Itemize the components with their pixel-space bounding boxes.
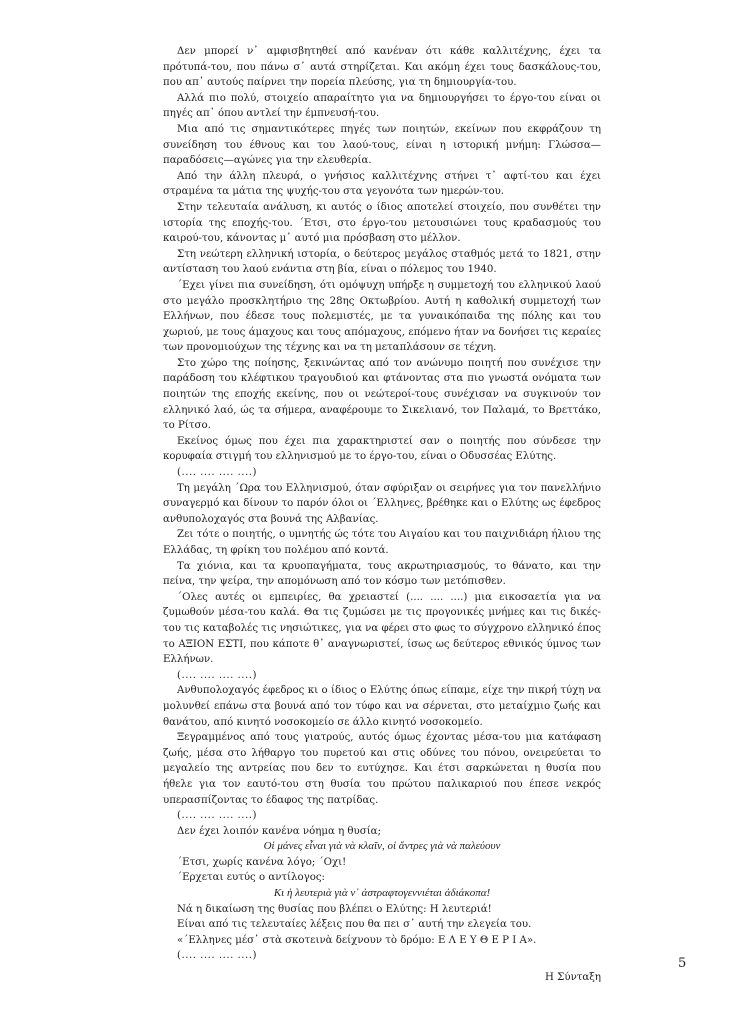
paragraph: Στην τελευταία ανάλυση, κι αυτός ο ίδιος αποτελεί στοιχείο, που συνθέτει την ιστορία της εποχής-του. ΄Ετσι, στο έργο-του μετουσιώνει τους κραδασμούς του καιρού-του, κάνοντας μ᾿ αυτό μια πρόσβαση στο μέλλον. [163, 201, 601, 245]
paragraph: Τα χιόνια, και τα κρυοπαγήματα, τους ακρωτηριασμούς, το θάνατο, και την πείνα, την ψείρα, την απομόνωση από τον κόσμο των μετόπισθεν. [163, 560, 601, 588]
paragraph: Μια από τις σημαντικότερες πηγές των ποιητών, εκείνων που εκφράζουν τη συνείδηση του έθνους και του λαού-τους, είναι η ιστορική μνήμη: Γλώσσα—παραδόσεις—αγώνες για την ελευθερία. [163, 123, 601, 167]
closing-line: Νά η δικαίωση της θυσίας που βλέπει ο Ελύτης: Η λευτεριά! [177, 903, 492, 915]
paragraph: Δεν μπορεί ν᾿ αμφισβητηθεί από κανέναν ότι κάθε καλλιτέχνης, έχει τα πρότυπά-του, που πάνω σ᾿ αυτά στηρίζεται. Και ακόμη έχει τους δασκάλους-του, που απ᾿ αυτούς παίρνει την πορεία πλεύσης, για τη δημιουργία-του. [163, 46, 601, 89]
ellipsis: (.... .... .... ....) [177, 950, 257, 962]
paragraph: Από την άλλη πλευρά, ο γνήσιος καλλιτέχνης στήνει τ᾿ αφτί-του και έχει στραμένα τα μάτια της ψυχής-του στα γεγονότα των ημερών-του. [163, 170, 601, 198]
page-number: 5 [678, 956, 687, 971]
poem-quote: Οἱ μάνες εἶναι γιὰ νὰ κλαῖν, οἱ ἄντρες γιὰ νὰ παλεύουν [263, 840, 501, 853]
ellipsis: (.... .... .... ....) [177, 467, 257, 479]
ellipsis: (.... .... .... ....) [177, 669, 257, 681]
closing-quote: «΄Ελληνες μέσ᾿ στὰ σκοτεινὰ δείχνουν τὸ δρόμο: Ε Λ Ε Υ Θ Ε Ρ Ι Α». [177, 934, 537, 946]
paragraph: Ζει τότε ο ποιητής, ο υμνητής ώς τότε του Αιγαίου και του παιχνιδιάρη ήλιου της Ελλάδας, τη φρίκη του πολέμου από κοντά. [163, 529, 601, 556]
closing-line: Είναι από τις τελευταίες λέξεις που θα πει σ᾿ αυτή την ελεγεία του. [177, 919, 532, 931]
article-body [163, 44, 601, 986]
paragraph: ΄Εχει γίνει πια συνείδηση, ότι ομόψυχη υπήρξε η συμμετοχή του ελληνικού λαού στο μεγάλο προσκλητήριο της 28ης Οκτωβρίου. Αυτή η καθολική συμμετοχή των Ελλήνων, που έδεσε τους πολεμιστές, με τα γυναικόπαιδα της πόλης και του χωριού, με τους άμαχους και τους απόμαχους, επόμενο ήταν να δονήσει τις κεραίες των προνομιούχων της τέχνης και να τη μεταπλάσουν σε τέχνη. [163, 279, 601, 354]
closing-line: ΄Ετσι, χωρίς κανένα λόγο; ΄Οχι! [177, 856, 347, 868]
ellipsis: (.... .... .... ....) [177, 810, 257, 822]
paragraph: Ανθυπολοχαγός έφεδρος κι ο ίδιος ο Ελύτης όπως είπαμε, είχε την πικρή τύχη να μολυνθεί επάνω στα βουνά από τον τύφο και να σέρνεται, στο μεταίχμιο ζωής και θανάτου, από κινητό νοσοκομείο σε άλλο κινητό νοσοκομείο. [163, 685, 601, 728]
paragraph: ΄Ολες αυτές οι εμπειρίες, θα χρειαστεί (.... .... ....) μια εικοσαετία για να ζυμωθούν μέσα-του καλά. Θα τις ζυμώσει με τις προγονικές μνήμες και τις δικές-του τις καταβολές τις νησιώτικες, για να φέρει στο φως το σύγχρονο ελληνικό έπος το ΑΞΙΟΝ ΕΣΤΙ, που κάποτε θ᾿ αναγνωριστεί, ίσως ως δεύτερος εθνικός ύμνος των Ελλήνων. [163, 591, 601, 666]
paragraph: Αλλά πιο πολύ, στοιχείο απαραίτητο για να δημιουργήσει το έργο-του είναι οι πηγές απ᾿ όπου αντλεί την έμπνευσή-του. [163, 92, 601, 120]
closing-line: ΄Ερχεται ευτύς ο αντίλογος: [177, 872, 325, 884]
signature: Η Σύνταξη [545, 972, 601, 984]
paragraph: Στο χώρο της ποίησης, ξεκινώντας από τον ανώνυμο ποιητή που συνέχισε την παράδοση του κλέφτικου τραγουδιού και φτάνοντας στα πιο γνωστά ονόματα των ποιητών της εποχής εκείνης, που οι νεώτεροί-τους συνέχισαν να συγκινούν τον ελληνικό λαό, ώς τα σήμερα, αναφέρουμε το Σικελιανό, τον Παλαμά, το Βρεττάκο, το Ρίτσο. [163, 357, 601, 432]
poem-quote: Κι ἡ λευτεριὰ γιὰ ν᾿ ἀστραφτογεννιέται ἀδιάκοπα! [273, 887, 491, 900]
paragraph: Στη νεώτερη ελληνική ιστορία, ο δεύτερος μεγάλος σταθμός μετά το 1821, στην αντίσταση του λαού ενάντια στη βία, είναι ο πόλεμος του 1940. [163, 248, 601, 276]
paragraph: Εκείνος όμως που έχει πια χαρακτηριστεί σαν ο ποιητής που σύνδεσε την κορυφαία στιγμή του ελληνισμού με το έργο-του, είναι ο Οδυσσέας Ελύτης. [163, 435, 601, 463]
paragraph: Ξεγραμμένος από τους γιατρούς, αυτός όμως έχοντας μέσα-του μια κατάφαση ζωής, μέσα στο λήθαργο του πυρετού και στις οδύνες του πόνου, ονειρεύεται το μεγαλείο της αντρείας που δεν το ευτύχησε. Και έτσι σαρκώνεται η θυσία που ήθελε για τον εαυτό-του στη θυσία του πρώτου παλικαριού που έπεσε νεκρός υπερασπίζοντας το έδαφος της πατρίδας. [163, 732, 601, 806]
paragraph: Τη μεγάλη ΄Ωρα του Ελληνισμού, όταν σφύριξαν οι σειρήνες για τον πανελλήνιο συναγερμό και δίνουν το παρόν όλοι οι ΄Ελληνες, βρέθηκε και ο Ελύτης ως έφεδρος ανθυπολοχαγός στα βουνά της Αλβανίας. [163, 482, 601, 525]
closing-line: Δεν έχει λοιπόν κανένα νόημα η θυσία; [177, 825, 381, 837]
